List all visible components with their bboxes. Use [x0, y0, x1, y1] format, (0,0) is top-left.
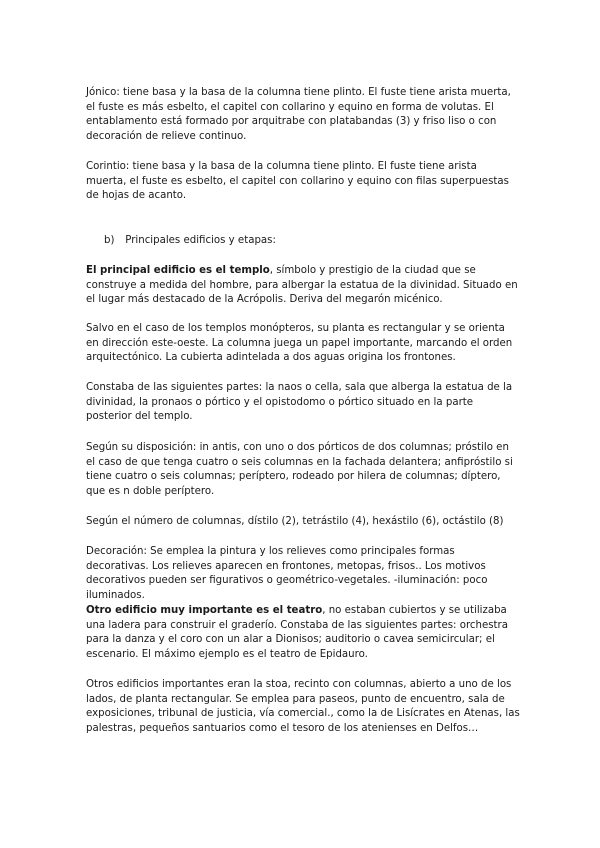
section-b-label: b) [104, 235, 115, 246]
paragraph-templo [86, 264, 520, 308]
section-b-title: Principales edificios y etapas: [125, 235, 276, 246]
paragraph-disposicion: Según su disposición: in antis, con uno o dos pórticos de dos columnas; próstilo en el caso de que tenga cuatro o seis columnas en la fachada delantera; anfipróstilo si tiene cuatro o seis columnas; períptero, rodeado por hilera de columnas; díptero, que es n doble períptero. [86, 442, 513, 498]
paragraph-partes: Constaba de las siguientes partes: la naos o cella, sala que alberga la estatua de la divinidad, la pronaos o pórtico y el opistodomo o pórtico situado en la parte posterior del templo. [86, 382, 513, 423]
templo-bold-text: El principal edificio es el templo [86, 265, 270, 276]
paragraph-decoracion: Decoración: Se emplea la pintura y los relieves como principales formas decorativas. Los relieves aparecen en frontones, metopas, frisos.. Los motivos decorativos pueden ser figurativos o geométrico-vegetales. -iluminación: poco iluminados. [86, 546, 488, 602]
paragraph-jonico: Jónico: tiene basa y la basa de la columna tiene plinto. El fuste tiene arista muerta, el fuste es más esbelto, el capitel con collarino y equino en forma de volutas. El entablamento está formado por arquitrabe con platabandas (3) y friso liso o con decoración de relieve continuo. [86, 87, 511, 143]
paragraph-planta: Salvo en el caso de los templos monópteros, su planta es rectangular y se orienta en dirección este-oeste. La columna juega un papel importante, marcando el orden arquitectónico. La cubierta adintelada a dos aguas origina los frontones. [86, 323, 513, 364]
teatro-text: , no estaban cubiertos y se utilizaba una ladera para construir el graderío. Constaba de las siguientes partes: orchestra para la danza y el coro con un alar a Dionisos; auditorio o cavea semicircular; el escenario. El máximo ejemplo es el teatro de Epidauro. [86, 605, 508, 661]
paragraph-numero-columnas: Según el número de columnas, dístilo (2), tetrástilo (4), hexástilo (6), octástilo (8) [86, 516, 504, 527]
templo-text: , símbolo y prestigio de la ciudad que se construye a medida del hombre, para albergar la estatua de la divinidad. Situado en el lugar más destacado de la Acrópolis. Deriva del megarón micénico. [86, 265, 518, 306]
paragraph-corintio: Corintio: tiene basa y la basa de la columna tiene plinto. El fuste tiene arista muerta, el fuste es esbelto, el capitel con collarino y equino con filas superpuestas de hojas de acanto. [86, 161, 509, 202]
section-heading-b [104, 234, 276, 249]
paragraph-teatro [86, 604, 520, 663]
paragraph-otros-edificios: Otros edificios importantes eran la stoa, recinto con columnas, abierto a uno de los lados, de planta rectangular. Se emplea para paseos, punto de encuentro, sala de exposiciones, tribunal de justicia, vía comercial., como la de Lisícrates en Atenas, las palestras, pequeños santuarios como el tesoro de los atenienses en Delfos… [86, 679, 520, 735]
teatro-bold-text: Otro edificio muy importante es el teatro [86, 605, 323, 616]
